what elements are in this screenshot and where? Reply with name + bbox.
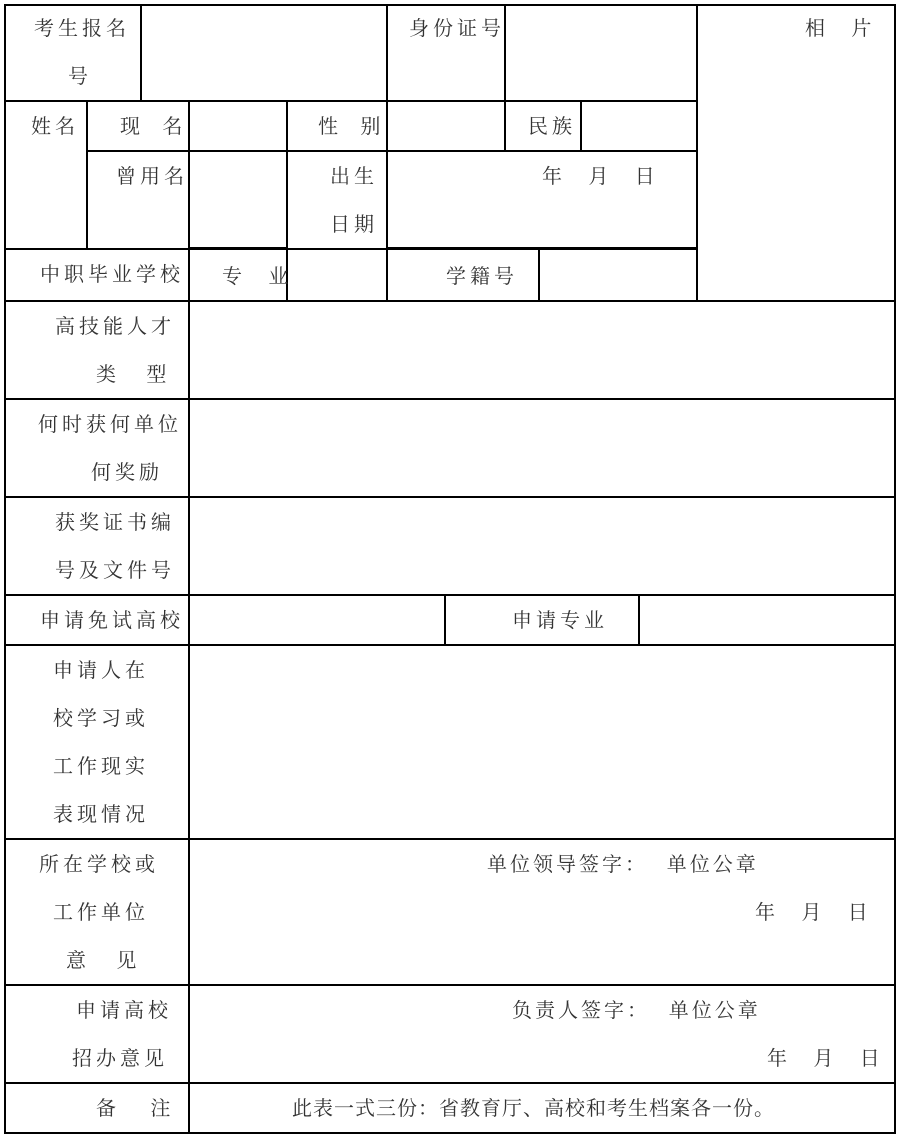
apply-major-field[interactable] (638, 594, 896, 646)
photo-box[interactable] (696, 4, 896, 302)
school-label: 中职毕业学校 (40, 262, 184, 286)
apply-school-label: 申请免试高校 (40, 608, 184, 632)
admission-date-text: 年 月 日 (767, 1046, 890, 1070)
photo-label: 相 片 (805, 16, 882, 40)
unit-opinion-label-line1: 所在学校或 (39, 852, 159, 876)
award-label-line2: 何奖励 (91, 460, 163, 484)
unit-opinion-label-line3: 意 见 (66, 948, 149, 972)
name-label: 姓名 (31, 114, 79, 138)
birth-label-line1: 出生 (330, 164, 378, 188)
exam-number-label-line2: 号 (68, 64, 92, 88)
award-label-line1: 何时获何单位 (38, 412, 182, 436)
admission-opinion-label-line1: 申请高校 (76, 998, 172, 1022)
current-name-label: 现 名 (120, 114, 191, 138)
performance-label-line4: 表现情况 (53, 802, 149, 826)
performance-label-line1: 申请人在 (53, 658, 149, 682)
ethnicity-field[interactable] (580, 100, 698, 152)
admission-sign-text: 负责人签字： 单位公章 (512, 998, 761, 1022)
award-field[interactable] (188, 398, 896, 498)
id-number-field[interactable] (504, 4, 698, 102)
talent-type-field[interactable] (188, 300, 896, 400)
ethnicity-label: 民族 (528, 114, 576, 138)
performance-label-line2: 校学习或 (53, 706, 149, 730)
id-number-label: 身份证号 (409, 16, 505, 40)
certificate-label-line1: 获奖证书编 (55, 510, 175, 534)
gender-field[interactable] (386, 100, 506, 152)
student-id-field[interactable] (538, 248, 698, 302)
certificate-field[interactable] (188, 496, 896, 596)
performance-label-line3: 工作现实 (53, 754, 149, 778)
talent-type-label-line2: 类 型 (96, 362, 179, 386)
major-label: 专 业 (222, 264, 299, 288)
major-field[interactable] (286, 248, 388, 302)
exam-number-field[interactable] (140, 4, 388, 102)
birth-date-template: 年 月 日 (542, 164, 665, 188)
former-name-field[interactable] (188, 150, 288, 250)
certificate-label-line2: 号及文件号 (55, 558, 175, 582)
former-name-label: 曾用名 (116, 164, 188, 188)
gender-label: 性 别 (318, 114, 389, 138)
unit-opinion-label-line2: 工作单位 (53, 900, 149, 924)
apply-school-field[interactable] (188, 594, 446, 646)
unit-opinion-sign-text: 单位领导签字： 单位公章 (487, 852, 759, 876)
exam-number-label-line1: 考生报名 (34, 16, 130, 40)
birth-label-line2: 日期 (330, 212, 378, 236)
unit-opinion-date-text: 年 月 日 (755, 900, 878, 924)
apply-major-label: 申请专业 (512, 608, 608, 632)
student-id-label: 学籍号 (446, 264, 518, 288)
current-name-field[interactable] (188, 100, 288, 152)
remarks-text: 此表一式三份：省教育厅、高校和考生档案各一份。 (292, 1096, 775, 1120)
remarks-label: 备 注 (96, 1096, 185, 1120)
talent-type-label-line1: 高技能人才 (55, 314, 175, 338)
admission-opinion-label-line2: 招办意见 (72, 1046, 168, 1070)
performance-field[interactable] (188, 644, 896, 840)
